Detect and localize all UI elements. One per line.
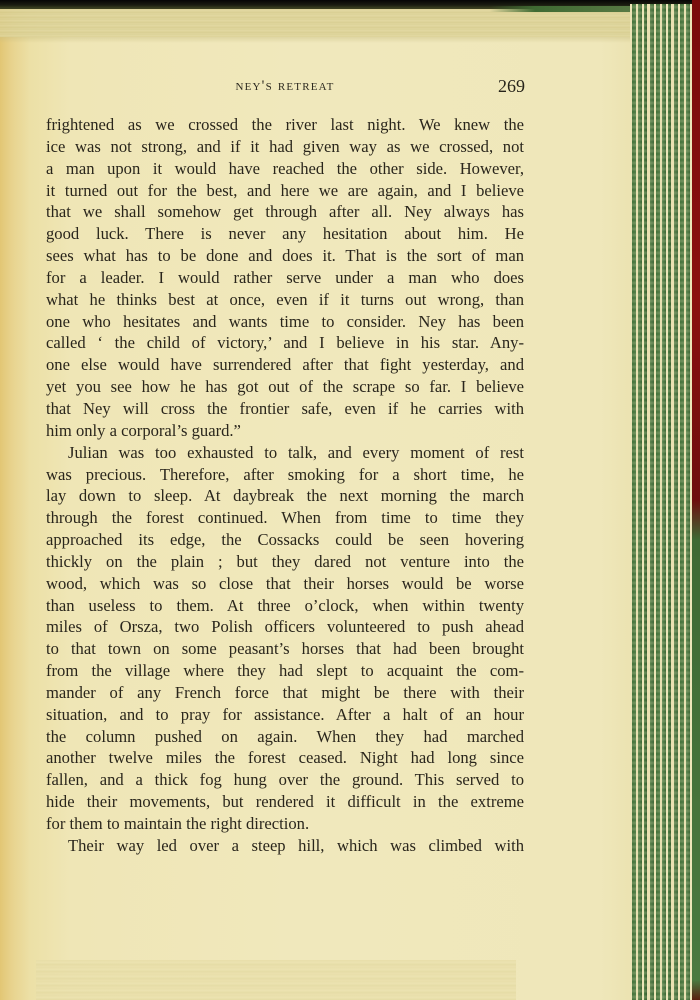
text-line: for them to maintain the right direction. <box>46 814 310 833</box>
text-line: one who hesitates and wants time to consider. Ney has been <box>46 311 524 331</box>
top-page-edges <box>0 9 640 37</box>
text-line: the column pushed on again. When they had marched <box>46 726 524 746</box>
text-line: called ‘ the child of victory,’ and I believe in his star. Any- <box>46 333 524 353</box>
text-line: another twelve miles the forest ceased. Night had long since <box>46 748 524 768</box>
text-line: it turned out for the best, and here we are again, and I believe <box>46 180 524 200</box>
text-line: than useless to them. At three o’clock, when within twenty <box>46 595 524 615</box>
text-line: lay down to sleep. At daybreak the next morning the march <box>46 486 524 506</box>
text-line: was precious. Therefore, after smoking for a short time, he <box>46 464 524 484</box>
text-line: situation, and to pray for assistance. After a halt of an hour <box>46 704 524 724</box>
text-line: what he thinks best at once, even if it turns out wrong, than <box>46 289 524 309</box>
top-green-page-edge <box>490 6 640 12</box>
text-line: fallen, and a thick fog hung over the ground. This served to <box>46 770 524 790</box>
text-line: from the village where they had slept to acquaint the com- <box>46 661 524 681</box>
paragraph-start-line: Julian was too exhausted to talk, and every moment of rest <box>68 442 524 462</box>
text-line: him only a corporal’s guard.” <box>46 420 241 440</box>
text-line: miles of Orsza, two Polish officers volunteered to push ahead <box>46 617 524 637</box>
text-line: good luck. There is never any hesitation about him. He <box>46 224 524 244</box>
text-line: through the forest continued. When from time to time they <box>46 508 524 528</box>
page-number: 269 <box>498 76 525 96</box>
text-line: yet you see how he has got out of the scrape so far. I believe <box>46 377 524 397</box>
text-line: ice was not strong, and if it had given way as we crossed, not <box>46 136 524 156</box>
text-line: for a leader. I would rather serve under a man who does <box>46 267 524 287</box>
text-line: approached its edge, the Cossacks could be seen hovering <box>46 530 524 550</box>
text-line: one else would have surrendered after that fight yesterday, and <box>46 355 524 375</box>
text-line: to that town on some peasant’s horses that had been brought <box>46 639 524 659</box>
text-line: that Ney will cross the frontier safe, even if he carries with <box>46 398 524 418</box>
text-line: a man upon it would have reached the other side. However, <box>46 158 524 178</box>
text-line: mander of any French force that might be there with their <box>46 682 524 702</box>
page-header <box>45 76 525 100</box>
text-line: hide their movements, but rendered it difficult in the extreme <box>46 792 524 812</box>
fore-edge-page-stack <box>630 4 694 1000</box>
body-text <box>46 114 524 857</box>
text-line: frightened as we crossed the river last night. We knew the <box>46 115 524 134</box>
book-cover-edge <box>692 0 700 1000</box>
text-line: wood, which was so close that their horses would be worse <box>46 573 524 593</box>
text-line: that we shall somehow get through after all. Ney always has <box>46 202 524 222</box>
bottom-page-edges <box>36 960 516 1000</box>
running-title: ney's retreat <box>235 78 335 94</box>
text-line: thickly on the plain ; but they dared not venture into the <box>46 551 524 571</box>
text-line: sees what has to be done and does it. That is the sort of man <box>46 246 524 266</box>
paragraph-start-line: Their way led over a steep hill, which was climbed with <box>68 835 524 855</box>
